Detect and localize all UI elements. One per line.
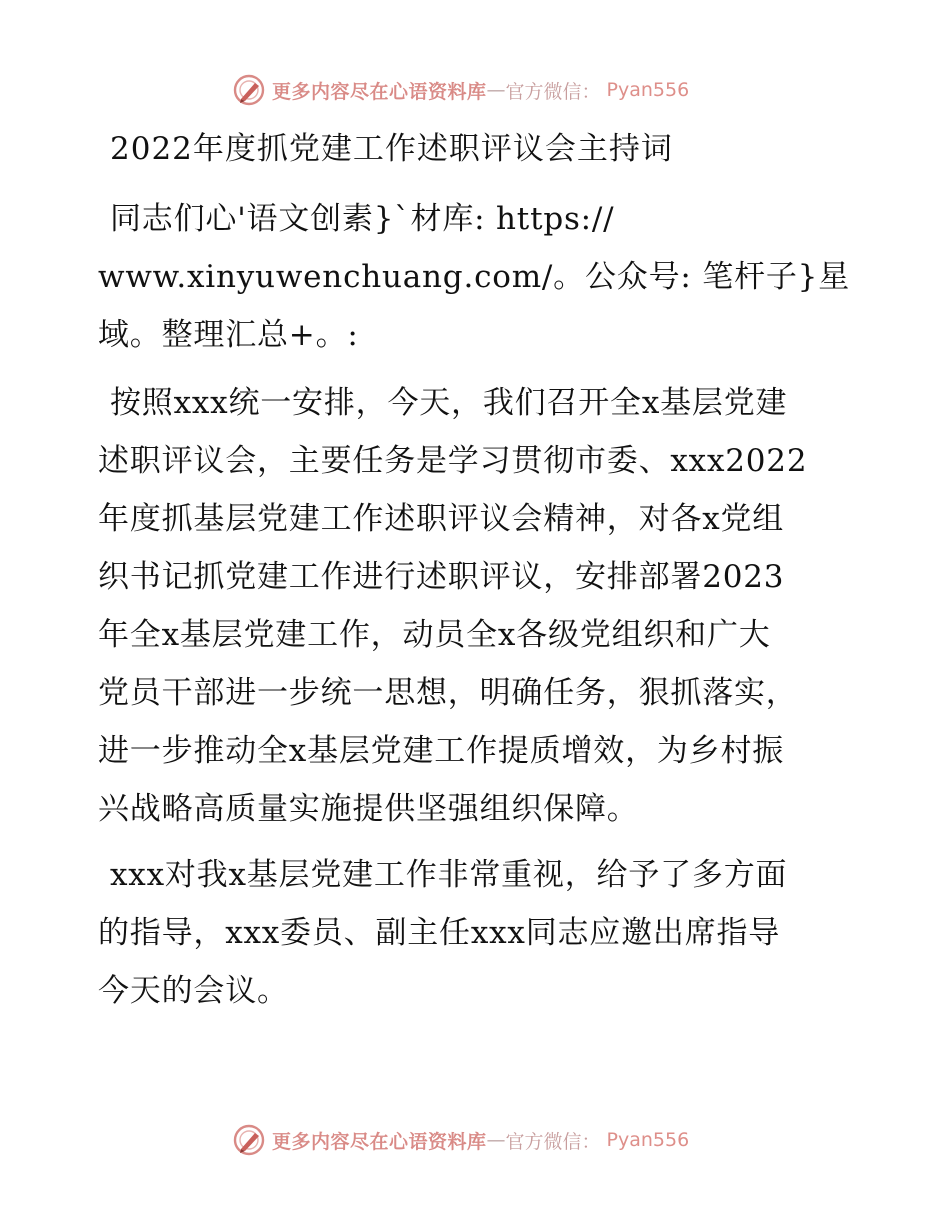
watermark-wechat-label: 官方微信： (505, 1130, 601, 1153)
watermark-brand: 更多内容尽在心语资料库 (272, 80, 487, 103)
watermark-separator: — (486, 1129, 506, 1151)
paragraph-source-note (98, 190, 868, 364)
watermark-account: Pyan556 (606, 79, 690, 101)
watermark-brand: 更多内容尽在心语资料库 (272, 1130, 487, 1153)
paragraph-line: 年全x基层党建工作，动员全x各级党组织和广大 (98, 617, 771, 653)
document-body (98, 120, 868, 1020)
watermark-separator: — (486, 79, 506, 101)
pen-circle-logo-icon (232, 1123, 266, 1157)
watermark-wechat-label: 官方微信： (505, 80, 601, 103)
paragraph-line: 今天的会议。 (98, 973, 289, 1009)
watermark-account: Pyan556 (606, 1129, 690, 1151)
paragraph-meeting-purpose (98, 374, 868, 838)
paragraph-line: 述职评议会，主要任务是学习贯彻市委、xxx2022 (98, 443, 808, 479)
paragraph-line: 域。整理汇总+。: (98, 317, 359, 353)
paragraph-line: 进一步推动全x基层党建工作提质增效，为乡村振 (98, 733, 785, 769)
pen-circle-logo-icon (232, 73, 266, 107)
paragraph-line: 同志们心'语文创素}`材库: https:// (110, 201, 615, 237)
paragraph-line: www.xinyuwenchuang.com/。公众号: 笔杆子}星 (98, 259, 850, 295)
paragraph-line: 织书记抓党建工作进行述职评议，安排部署2023 (98, 559, 785, 595)
paragraph-line: 党员干部进一步统一思想，明确任务，狠抓落实， (98, 675, 798, 711)
paragraph-line: 兴战略高质量实施提供坚强组织保障。 (98, 791, 639, 827)
footer-watermark (232, 1122, 752, 1158)
paragraph-guest-introduction (98, 846, 868, 1020)
paragraph-line: xxx对我x基层党建工作非常重视，给予了多方面 (110, 857, 788, 893)
paragraph-line: 年度抓基层党建工作述职评议会精神，对各x党组 (98, 501, 785, 537)
header-watermark (232, 72, 752, 108)
document-title: 2022年度抓党建工作述职评议会主持词 (110, 131, 673, 167)
paragraph-line: 按照xxx统一安排，今天，我们召开全x基层党建 (110, 385, 788, 421)
paragraph-line: 的指导，xxx委员、副主任xxx同志应邀出席指导 (98, 915, 781, 951)
